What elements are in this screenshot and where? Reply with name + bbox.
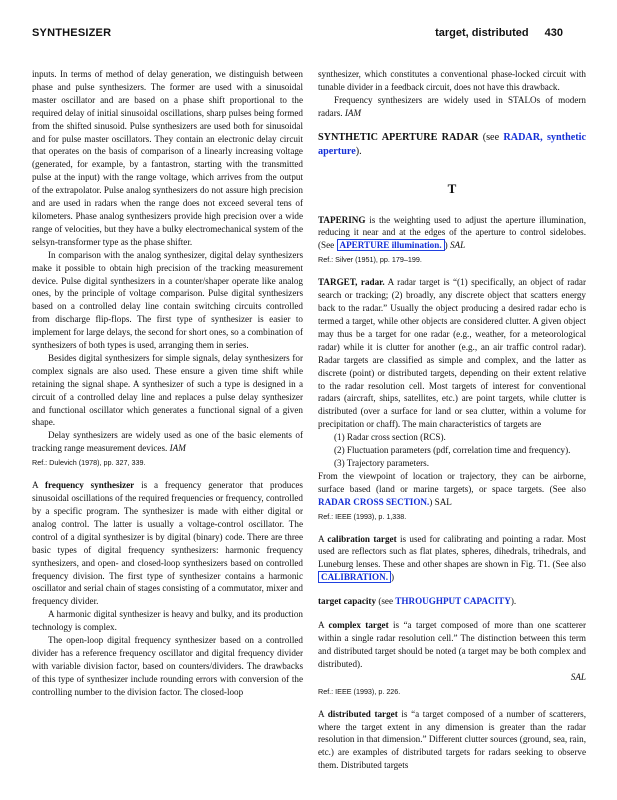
left-column	[32, 68, 303, 699]
entry-text: is “a target composed of more than one scatterer within a single radar resolution cell.” The distinction between this term and distributed target should be noted (a target may be both complex and distributed).	[318, 620, 586, 669]
section-letter: T	[447, 180, 457, 196]
lead-text: A	[32, 480, 45, 491]
list-item: (3) Trajectory parameters.	[334, 457, 430, 468]
author-signature: SAL	[570, 671, 586, 682]
author-signature: IAM	[344, 107, 362, 118]
running-head-term: target, distributed	[435, 27, 529, 39]
author-signature: IAM	[169, 443, 186, 454]
reference: Ref.: Dulevich (1978), pp. 327, 339.	[32, 458, 146, 468]
entry-text: From the viewpoint of location or trajectory, they can be airborne, surface based (land or marine targets), or space targets. (See also	[318, 470, 586, 494]
reference: Ref.: IEEE (1993), p. 1,338.	[318, 511, 407, 521]
paragraph: inputs. In terms of method of delay generation, we distinguish between phase and pulse synthesizers. The former are used with a sinusoidal master oscillator and are based on a phase shift proportional to the required delay of initial sinusoidal oscillations, sharp pulses being formed from the shifted sinusoid. Pulse synthesizers are used both for sinusoidal and for pulse master oscillators. They contain an electronic delay circuit that operates on the basis of comparison of a linearly increasing voltage (generated, for example, by a fantastron, starting with the transmitted pulse at the input) with the range voltage, which arrives from the output of the extrapolator. Pulse analog synthesizers do not assure high precision and are used in radars when the range does not exceed several tens of kilometers. Phase analog synthesizers provide high precision over a wide range of velocities, but they have a bulky electromechanical system of the selsyn-transformer type as the phase shifter.	[32, 69, 303, 247]
entry-text: is used for calibrating and pointing a radar. Most used are reflectors such as flat plates, spheres, dihedrals, trihedrals, and Luneburg lenses. These and other shapes are shown in Fig. T1. (See also	[318, 533, 586, 570]
list-item: (2) Fluctuation parameters (pdf, correlation time and frequency).	[334, 445, 571, 456]
entry-tapering	[318, 214, 586, 253]
cross-reference-link[interactable]: APERTURE illumination.	[337, 239, 445, 251]
lead-text: A	[318, 708, 328, 719]
entry-target-capacity	[318, 595, 586, 608]
running-head-right	[435, 27, 563, 39]
entry-term: SYNTHETIC APERTURE RADAR	[318, 131, 479, 143]
entry-term: frequency synthesizer	[44, 480, 135, 491]
paragraph-text: Frequency synthesizers are widely used in STALOs of modern radars.	[318, 94, 586, 118]
entry-complex-target	[318, 619, 586, 671]
entry-target-radar	[318, 276, 586, 431]
reference: Ref.: IEEE (1993), p. 226.	[318, 686, 401, 696]
entry-text: ).	[510, 596, 517, 607]
list-item: (1) Radar cross section (RCS).	[334, 432, 446, 443]
reference: Ref.: Silver (1951), pp. 179–199.	[318, 255, 422, 265]
entry-text: is “a target composed of a number of scatterers, where the target extent in any dimension is greater than the radar resolution in that dimension.” Different clutter sources (ground, sea, rain, etc.) are examples of distributed targets for radars seeking to observe them. Distributed targets	[318, 708, 586, 771]
entry-term: calibration target	[327, 533, 397, 544]
entry-text: is a frequency generator that produces sinusoidal oscillations of the required frequencies or frequency, controlled by a specific program. The synthesizer is made with either digital or analog control. The latter is usually a voltage-control oscillator. The control of a digital synthesizer is by digital (binary) code. There are three basic types of digital frequency synthesizers: harmonic frequency synthesizers, and open- and closed-loop synthesizers based on controlled frequency division. The first type of synthesizer contains a harmonic oscillator and serial chain of stages consisting of a commutator, mixer and frequency divider.	[32, 480, 303, 607]
entry-frequency-synthesizer	[32, 479, 303, 608]
entry-term: complex target	[328, 620, 389, 631]
entry-synthetic-aperture-radar	[318, 131, 586, 159]
page-number: 430	[544, 27, 563, 39]
paragraph	[318, 470, 586, 509]
cross-reference-link[interactable]: THROUGHPUT CAPACITY	[395, 596, 511, 607]
lead-text: A	[318, 533, 328, 544]
cross-reference-link[interactable]: CALIBRATION.	[318, 571, 391, 583]
entry-term: TARGET, radar.	[318, 277, 385, 288]
paragraph-text: Delay synthesizers are widely used as one of the basic elements of tracking range measurement devices.	[32, 430, 303, 454]
entry-text: (see	[478, 131, 504, 143]
entry-text: (see	[376, 596, 396, 607]
entry-text: )	[444, 240, 448, 251]
author-signature: SAL	[449, 240, 466, 251]
paragraph: Besides digital synthesizers for simple signals, delay synthesizers for complex signals are also used. These ensure a given time shift while retaining the signal shape. A synthesizer of such a type is designed in a circuit of a controlled delay line and replaces a pulse delay synthesizer and functional oscillator which generates a functional signal of a given shape.	[32, 352, 303, 428]
paragraph: The open-loop digital frequency synthesizer based on a controlled divider has a reference frequency oscillator and digital frequency divider with variable division factor, based on counters/dividers. The drawbacks of this type of synthesizer include rounding errors with conversion of the controlling number to the division factor. The closed-loop	[32, 635, 303, 697]
lead-text: A	[318, 620, 329, 631]
paragraph: A harmonic digital synthesizer is heavy and bulky, and its production technology is complex.	[32, 609, 303, 633]
entry-distributed-target	[318, 708, 586, 773]
entry-calibration-target	[318, 533, 586, 585]
running-head-left: SYNTHESIZER	[32, 27, 112, 39]
paragraph: synthesizer, which constitutes a conventional phase-locked circuit with tunable divider in a feedback circuit, does not have this drawback.	[318, 69, 586, 92]
paragraph	[32, 429, 303, 455]
entry-text: ).	[355, 145, 362, 157]
entry-text: )	[391, 572, 395, 583]
entry-text: is the weighting used to adjust the aperture illumination, reducing it near and at the edges of the aperture to control sidelobes. (See	[318, 214, 586, 251]
paragraph	[318, 94, 586, 120]
cross-reference-link[interactable]: RADAR CROSS SECTION.	[318, 496, 430, 507]
right-column	[318, 68, 586, 772]
entry-text: A radar target is “(1) specifically, an object of radar search or tracking; (2) broadly, any discrete object that scatters energy back to the radar.” Usually the object producing a desired radar echo is termed a target, while other objects are considered clutter. A given object may thus be a target for one radar (e.g., weather, for a meteorological radar) while it is clutter for another (e.g., an air traffic control radar). Radar targets are classified as simple and complex, and the latter as discrete (point) or distributed targets, depending on their extent relative to the radar resolution cell. Most targets of interest for conventional radars (aircraft, ships, satellites, etc.) are point targets, while clutter is distributed (over a surface for land or sea clutter, within a volume for precipitation or chaff). The main characteristics of targets are	[318, 277, 587, 430]
paragraph: In comparison with the analog synthesizer, digital delay synthesizers make it possible to obtain high precision of the tracking measurement device. Pulse digital synthesizers in a counter/shaper operate like analog ones, by the principle of voltage comparison. Pulse digital synthesizers based on a controlled delay line contain switching circuits controlled from discharge flip-flops. The first type of synthesizer is easier to implement for large delays, the second for short ones, so a combination of synthesizers of both types is used, arranging them in series.	[32, 249, 303, 351]
page-header	[32, 27, 563, 45]
cross-reference-link[interactable]: RADAR, synthetic aperture	[318, 131, 586, 157]
entry-text: ) SAL	[429, 496, 452, 507]
entry-term: TAPERING	[318, 214, 366, 225]
entry-term: target capacity	[318, 596, 377, 607]
entry-term: distributed target	[327, 708, 398, 719]
